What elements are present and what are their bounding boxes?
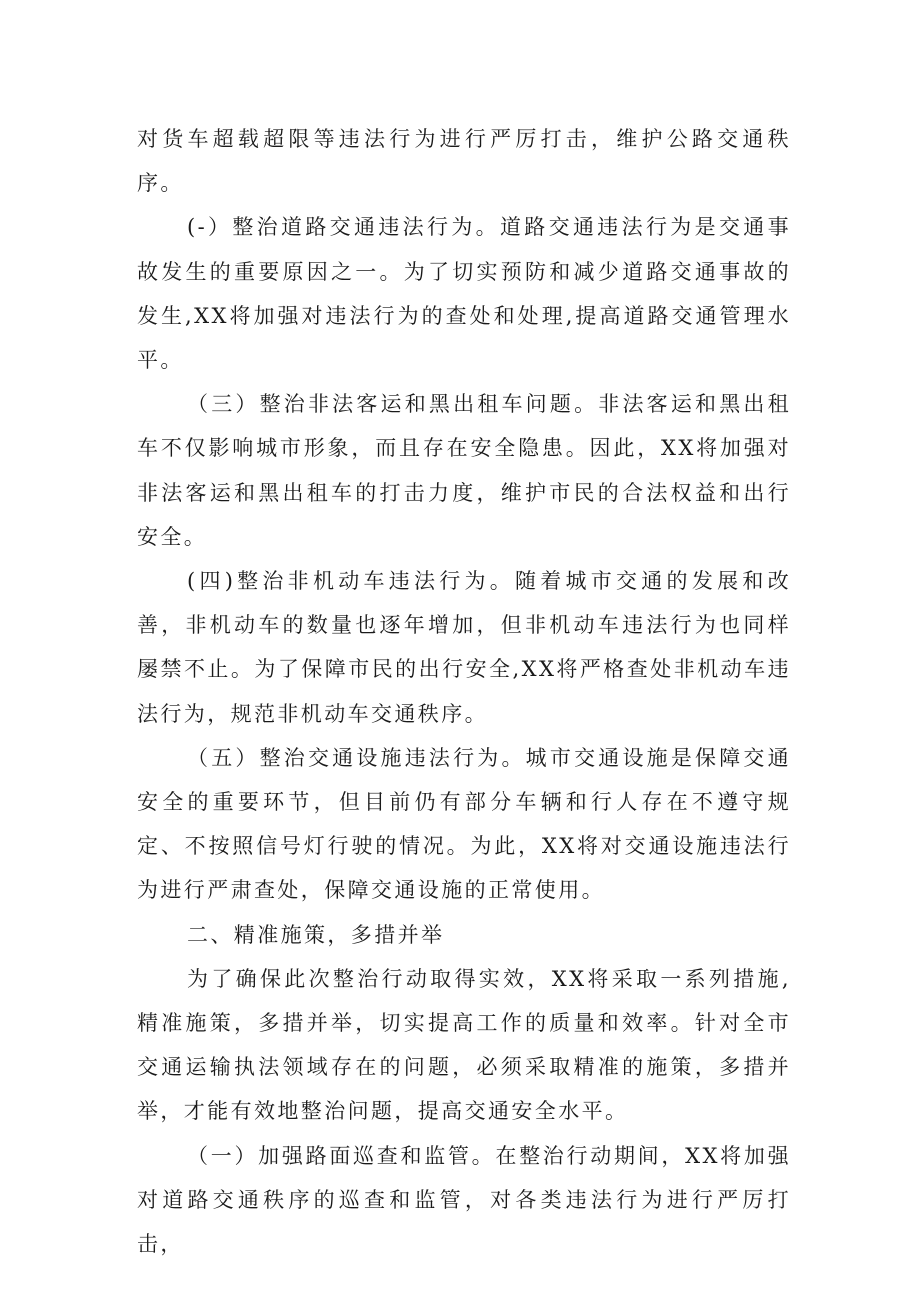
paragraph-item-3: （三）整治非法客运和黑出租车问题。非法客运和黑出租车不仅影响城市形象，而且存在安全隐患。因此，XX将加强对非法客运和黑出租车的打击力度，维护市民的合法权益和出行安全。: [137, 392, 791, 549]
paragraph-item-2: (-）整治道路交通违法行为。道路交通违法行为是交通事故发生的重要原因之一。为了切实预防和减少道路交通事故的发生,XX将加强对违法行为的查处和处理,提高道路交通管理水平。: [137, 215, 791, 373]
paragraph-item-4: (四)整治非机动车违法行为。随着城市交通的发展和改善，非机动车的数量也逐年增加，但非机动车违法行为也同样屡禁不止。为了保障市民的出行安全,XX将严格查处非机动车违法行为，规范非机动车交通秩序。: [137, 569, 791, 726]
document-body: [137, 117, 791, 1266]
paragraph-continuation: 对货车超载超限等违法行为进行严厉打击，维护公路交通秩序。: [137, 127, 791, 196]
paragraph-item-1: （一）加强路面巡查和监管。在整治行动期间，XX将加强对道路交通秩序的巡查和监管，对各类违法行为进行严厉打击，: [137, 1143, 791, 1257]
paragraph-section-intro: 为了确保此次整治行动取得实效，XX将采取一系列措施,精准施策，多措并举，切实提高工作的质量和效率。针对全市交通运输执法领域存在的问题，必须采取精准的施策，多措并举，才能有效地整治问题，提高交通安全水平。: [137, 966, 791, 1124]
section-heading: 二、精准施策，多措并举: [187, 922, 445, 947]
paragraph-item-5: （五）整治交通设施违法行为。城市交通设施是保障交通安全的重要环节，但目前仍有部分车辆和行人存在不遵守规定、不按照信号灯行驶的情况。为此，XX将对交通设施违法行为进行严肃查处，保障交通设施的正常使用。: [137, 745, 791, 903]
